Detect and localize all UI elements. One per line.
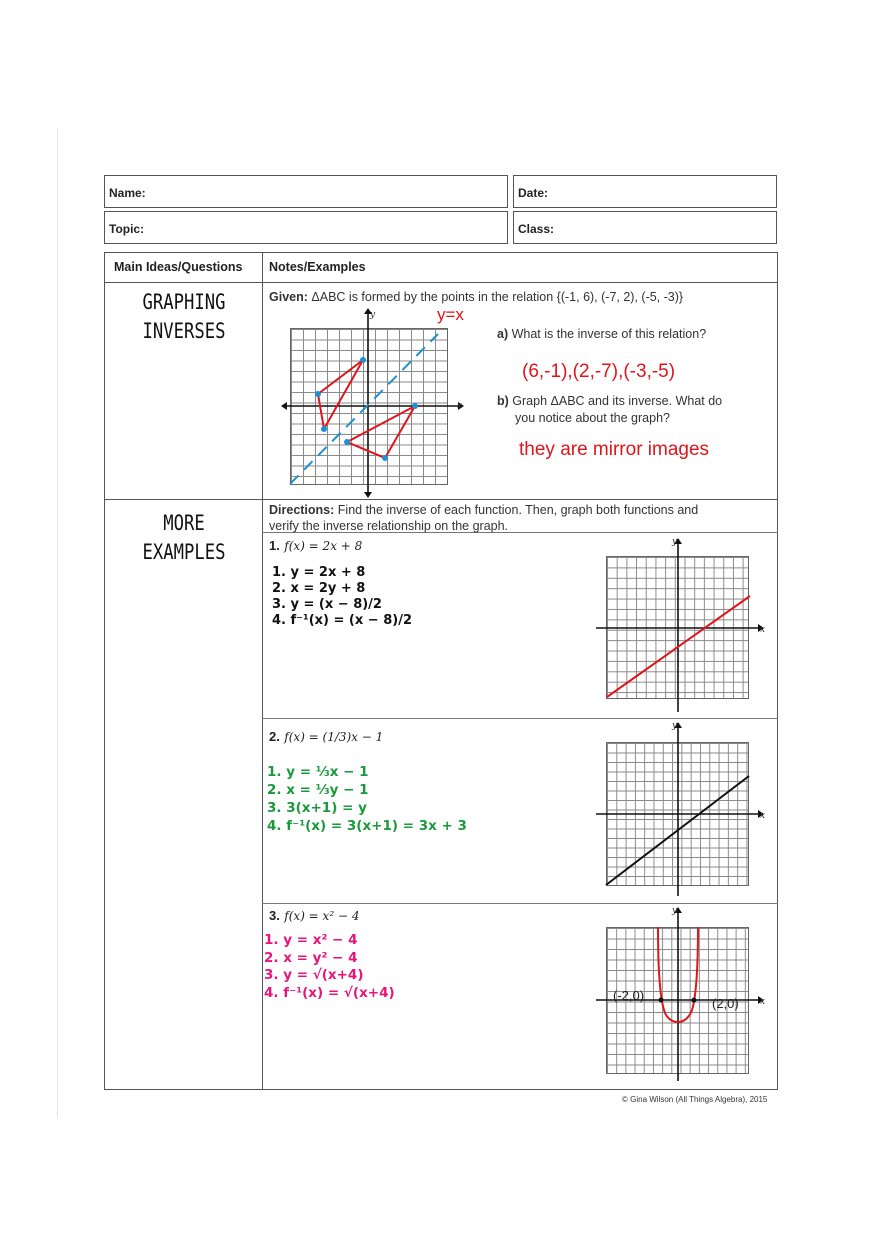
graph-triangle (280, 308, 470, 498)
graph-axis-y-label: y (672, 537, 678, 547)
work-step: 3. y = √(x+4) (264, 967, 364, 983)
class-label: Class: (518, 222, 555, 236)
point-label-left: (-2,0) (613, 988, 645, 1003)
answer-b: they are mirror images (519, 439, 710, 460)
problem-2-work (267, 763, 467, 835)
class-field[interactable] (513, 211, 777, 244)
line-y-equals-x (290, 334, 438, 484)
work-step: 1. y = 2x + 8 (272, 565, 366, 580)
yx-annotation: y=x (437, 305, 464, 324)
problem-3-heading (269, 907, 359, 925)
problem-3-work (264, 932, 395, 1002)
work-step: 1. y = x² − 4 (264, 932, 358, 948)
problem-2-heading (269, 728, 383, 746)
given-statement (269, 290, 774, 304)
work-step: 4. f⁻¹(x) = 3(x+1) = 3x + 3 (267, 818, 467, 834)
work-step: 4. f⁻¹(x) = √(x+4) (264, 984, 395, 1001)
triangle-inverse (347, 406, 415, 458)
question-a-label: a) (497, 327, 509, 341)
graph-axis-y-label: y (672, 906, 678, 916)
header-row-divider (104, 282, 778, 283)
graph-axis-x-label: x (457, 401, 463, 411)
directions-line1: Find the inverse of each function. Then, graph both functions and (337, 503, 699, 517)
question-a (497, 327, 706, 341)
topic-field[interactable] (104, 211, 508, 244)
question-b (497, 393, 722, 427)
date-field[interactable] (513, 175, 777, 208)
problem-1-heading (269, 537, 362, 555)
directions-line2: verify the inverse relationship on the graph. (269, 519, 509, 533)
title-line: GRAPHING (142, 290, 226, 314)
date-label: Date: (518, 186, 549, 200)
work-step: 3. 3(x+1) = y (267, 800, 367, 816)
directions-label: Directions: (269, 503, 335, 517)
question-b-line2: you notice about the graph? (515, 411, 670, 425)
title-line: INVERSES (142, 319, 226, 343)
title-line: EXAMPLES (142, 540, 226, 564)
column-divider (262, 252, 263, 1090)
problem-number: 3. (269, 908, 280, 923)
work-step: 4. f⁻¹(x) = (x − 8)/2 (272, 613, 412, 628)
graph-axis-x-label: x (760, 625, 766, 635)
work-step: 1. y = ⅓x − 1 (267, 764, 369, 780)
problem-function: f(x) = (1/3)x − 1 (284, 730, 384, 744)
section-title-graphing-inverses (123, 288, 244, 346)
graph-axis-x-label: x (760, 811, 766, 821)
problem-number: 2. (269, 729, 280, 744)
title-line: MORE (163, 511, 205, 535)
column-header-left: Main Ideas/Questions (114, 260, 243, 274)
page-margin-line (57, 128, 58, 1118)
question-b-line1: Graph ΔABC and its inverse. What do (512, 394, 723, 408)
directions (269, 502, 698, 534)
name-field[interactable] (104, 175, 508, 208)
triangle-abc (318, 360, 363, 429)
copyright-footer: © Gina Wilson (All Things Algebra), 2015 (622, 1095, 768, 1104)
graph-2 (594, 720, 770, 900)
problem1-divider (262, 718, 778, 719)
graph-axis-x-label: x (760, 997, 766, 1007)
problem-function: f(x) = x² − 4 (284, 909, 360, 923)
section-title-more-examples (123, 509, 244, 567)
given-label: Given: (269, 290, 308, 304)
graph-axis-y-label: y (370, 310, 376, 320)
question-b-label: b) (497, 394, 509, 408)
graph-axis-y-label: y (672, 721, 678, 731)
problem-number: 1. (269, 538, 280, 553)
work-step: 2. x = y² − 4 (264, 949, 358, 966)
given-text: ΔABC is formed by the points in the relation {(-1, 6), (-7, 2), (-5, -3)} (311, 290, 684, 304)
problem-function: f(x) = 2x + 8 (284, 539, 363, 553)
question-a-text: What is the inverse of this relation? (511, 327, 707, 341)
work-step: 3. y = (x − 8)/2 (272, 597, 382, 612)
answer-a: (6,-1),(2,-7),(-3,-5) (522, 361, 676, 382)
problem2-divider (262, 903, 778, 904)
work-step: 2. x = ⅓y − 1 (267, 782, 369, 798)
graph-1 (594, 536, 770, 716)
name-label: Name: (109, 186, 146, 200)
point-label-right: (2,0) (712, 996, 739, 1011)
problem-1-work (272, 565, 412, 629)
column-header-right: Notes/Examples (269, 260, 366, 274)
topic-label: Topic: (109, 222, 145, 236)
work-step: 2. x = 2y + 8 (272, 581, 366, 596)
section-divider (104, 499, 778, 500)
